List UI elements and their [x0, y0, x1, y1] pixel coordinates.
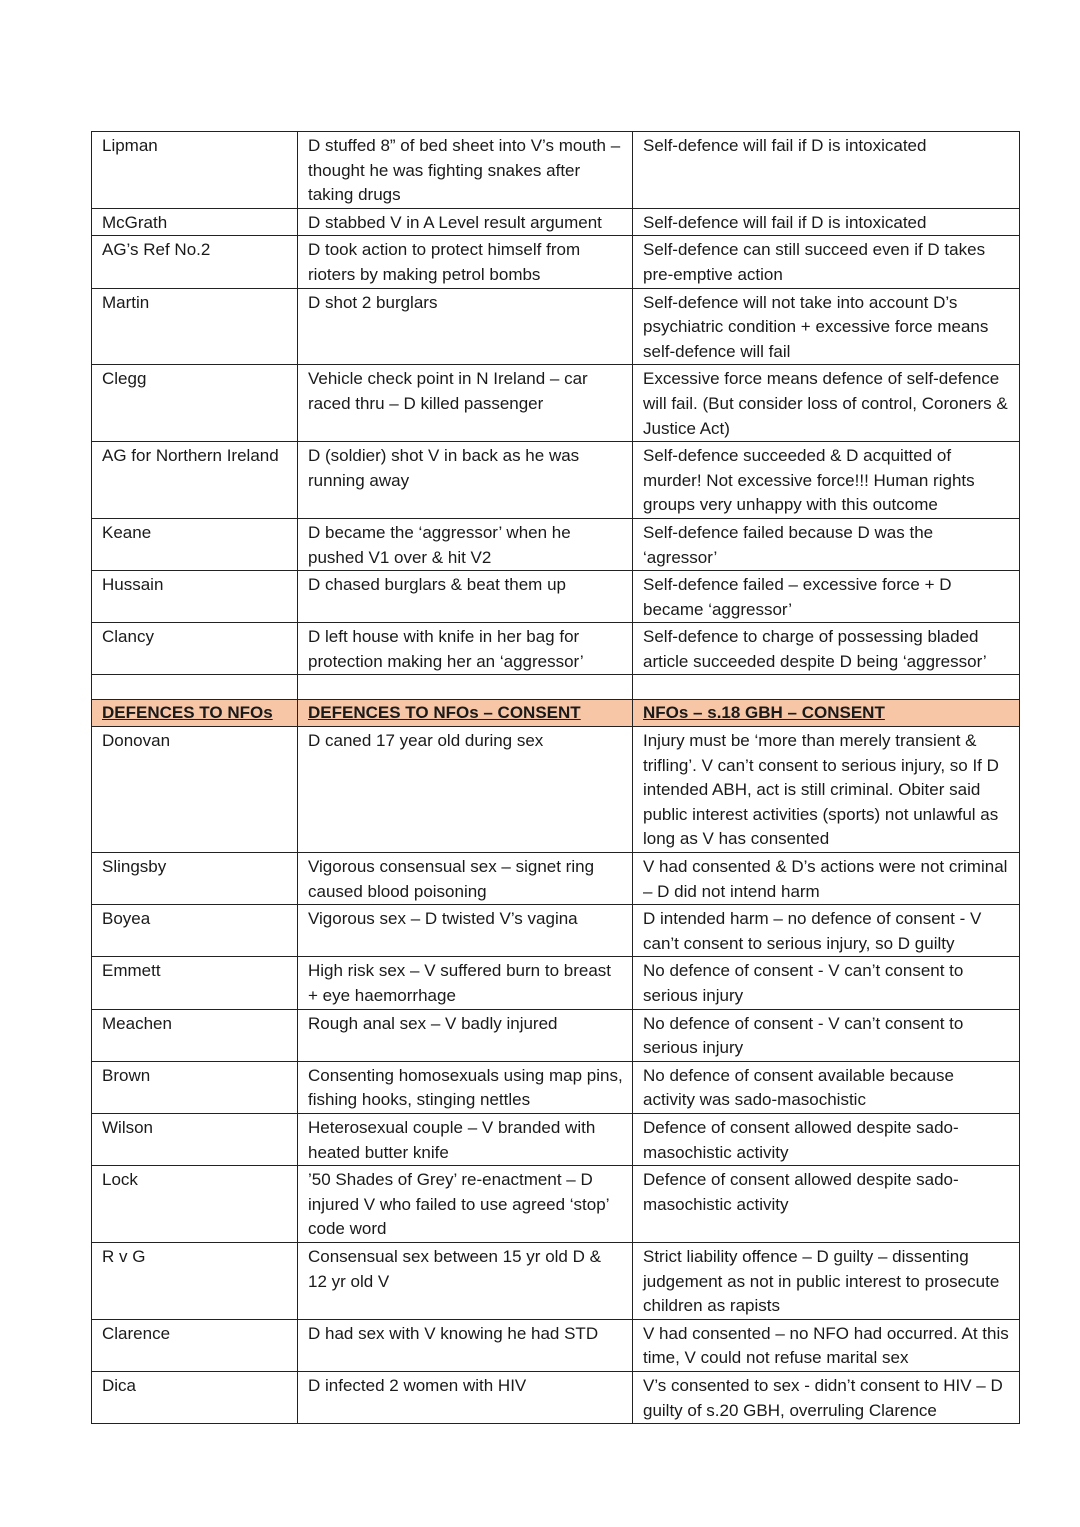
- case-facts: D had sex with V knowing he had STD: [298, 1319, 633, 1371]
- empty-cell: [298, 675, 633, 700]
- table-row: [92, 905, 1020, 957]
- case-facts: D shot 2 burglars: [298, 288, 633, 365]
- table-row: [92, 208, 1020, 236]
- case-facts: Consenting homosexuals using map pins, fishing hooks, stinging nettles: [298, 1061, 633, 1113]
- case-outcome: Self-defence failed because D was the ‘agressor’: [633, 518, 1020, 570]
- case-name: AG’s Ref No.2: [92, 236, 298, 288]
- case-name: R v G: [92, 1242, 298, 1319]
- case-outcome: V’s consented to sex - didn’t consent to HIV – D guilty of s.20 GBH, overruling Clarence: [633, 1371, 1020, 1423]
- case-facts: Consensual sex between 15 yr old D & 12 yr old V: [298, 1242, 633, 1319]
- case-outcome: D intended harm – no defence of consent - V can’t consent to serious injury, so D guilty: [633, 905, 1020, 957]
- document-page: [91, 131, 1019, 1424]
- case-name: Donovan: [92, 727, 298, 853]
- case-facts: Vigorous sex – D twisted V’s vagina: [298, 905, 633, 957]
- table-row: [92, 571, 1020, 623]
- case-facts: D caned 17 year old during sex: [298, 727, 633, 853]
- case-name: Meachen: [92, 1009, 298, 1061]
- case-outcome: Self-defence will not take into account D’s psychiatric condition + excessive force means self-defence will fail: [633, 288, 1020, 365]
- case-outcome: No defence of consent - V can’t consent to serious injury: [633, 1009, 1020, 1061]
- section-header-col2: DEFENCES TO NFOs – CONSENT: [298, 700, 633, 727]
- case-name: Keane: [92, 518, 298, 570]
- table-row: [92, 236, 1020, 288]
- case-outcome: Excessive force means defence of self-defence will fail. (But consider loss of control, Coroners & Justice Act): [633, 365, 1020, 442]
- case-facts: Rough anal sex – V badly injured: [298, 1009, 633, 1061]
- case-outcome: V had consented & D’s actions were not criminal – D did not intend harm: [633, 853, 1020, 905]
- case-facts: Vigorous consensual sex – signet ring caused blood poisoning: [298, 853, 633, 905]
- case-outcome: Injury must be ‘more than merely transient & trifling’. V can’t consent to serious injury, so If D intended ABH, act is still criminal. Obiter said public interest activities (sports) not unlawful as long as V has consented: [633, 727, 1020, 853]
- case-facts: ’50 Shades of Grey’ re-enactment – D injured V who failed to use agreed ‘stop’ code word: [298, 1166, 633, 1243]
- table-row: [92, 957, 1020, 1009]
- case-facts: Vehicle check point in N Ireland – car raced thru – D killed passenger: [298, 365, 633, 442]
- table-row: [92, 1113, 1020, 1165]
- case-outcome: No defence of consent - V can’t consent to serious injury: [633, 957, 1020, 1009]
- table-row: [92, 442, 1020, 519]
- case-facts: D infected 2 women with HIV: [298, 1371, 633, 1423]
- case-facts: D stuffed 8” of bed sheet into V’s mouth – thought he was fighting snakes after taking drugs: [298, 132, 633, 209]
- case-name: Martin: [92, 288, 298, 365]
- case-outcome: Self-defence failed – excessive force + D became ‘aggressor’: [633, 571, 1020, 623]
- case-facts: High risk sex – V suffered burn to breast + eye haemorrhage: [298, 957, 633, 1009]
- case-outcome: Strict liability offence – D guilty – dissenting judgement as not in public interest to prosecute children as rapists: [633, 1242, 1020, 1319]
- case-name: Dica: [92, 1371, 298, 1423]
- case-law-table: [91, 131, 1020, 1424]
- case-outcome: Self-defence to charge of possessing bladed article succeeded despite D being ‘aggressor’: [633, 623, 1020, 675]
- case-facts: D chased burglars & beat them up: [298, 571, 633, 623]
- case-name: Clarence: [92, 1319, 298, 1371]
- case-outcome: Self-defence will fail if D is intoxicated: [633, 132, 1020, 209]
- case-facts: D left house with knife in her bag for protection making her an ‘aggressor’: [298, 623, 633, 675]
- table-row: [92, 1061, 1020, 1113]
- case-outcome: Self-defence will fail if D is intoxicated: [633, 208, 1020, 236]
- table-row: [92, 288, 1020, 365]
- case-name: Brown: [92, 1061, 298, 1113]
- table-row: [92, 853, 1020, 905]
- case-outcome: Defence of consent allowed despite sado-masochistic activity: [633, 1166, 1020, 1243]
- case-name: AG for Northern Ireland: [92, 442, 298, 519]
- table-row: [92, 1009, 1020, 1061]
- table-row: [92, 623, 1020, 675]
- empty-row: [92, 675, 1020, 700]
- empty-cell: [92, 675, 298, 700]
- case-facts: D became the ‘aggressor’ when he pushed V1 over & hit V2: [298, 518, 633, 570]
- table-row: [92, 1242, 1020, 1319]
- case-outcome: No defence of consent available because activity was sado-masochistic: [633, 1061, 1020, 1113]
- section-header-row: [92, 700, 1020, 727]
- case-facts: Heterosexual couple – V branded with heated butter knife: [298, 1113, 633, 1165]
- case-outcome: Self-defence succeeded & D acquitted of murder! Not excessive force!!! Human rights groups very unhappy with this outcome: [633, 442, 1020, 519]
- case-name: McGrath: [92, 208, 298, 236]
- case-outcome: Defence of consent allowed despite sado-masochistic activity: [633, 1113, 1020, 1165]
- section-header-col1: DEFENCES TO NFOs: [92, 700, 298, 727]
- case-facts: D took action to protect himself from rioters by making petrol bombs: [298, 236, 633, 288]
- case-facts: D stabbed V in A Level result argument: [298, 208, 633, 236]
- case-name: Lipman: [92, 132, 298, 209]
- case-outcome: V had consented – no NFO had occurred. At this time, V could not refuse marital sex: [633, 1319, 1020, 1371]
- section-header-col3: NFOs – s.18 GBH – CONSENT: [633, 700, 1020, 727]
- table-row: [92, 518, 1020, 570]
- table-row: [92, 1319, 1020, 1371]
- table-row: [92, 365, 1020, 442]
- table-row: [92, 1371, 1020, 1423]
- case-name: Clegg: [92, 365, 298, 442]
- table-row: [92, 727, 1020, 853]
- table-row: [92, 132, 1020, 209]
- case-name: Wilson: [92, 1113, 298, 1165]
- empty-cell: [633, 675, 1020, 700]
- case-name: Boyea: [92, 905, 298, 957]
- table-row: [92, 1166, 1020, 1243]
- case-name: Slingsby: [92, 853, 298, 905]
- case-facts: D (soldier) shot V in back as he was running away: [298, 442, 633, 519]
- case-name: Hussain: [92, 571, 298, 623]
- case-name: Lock: [92, 1166, 298, 1243]
- case-name: Emmett: [92, 957, 298, 1009]
- case-name: Clancy: [92, 623, 298, 675]
- case-outcome: Self-defence can still succeed even if D takes pre-emptive action: [633, 236, 1020, 288]
